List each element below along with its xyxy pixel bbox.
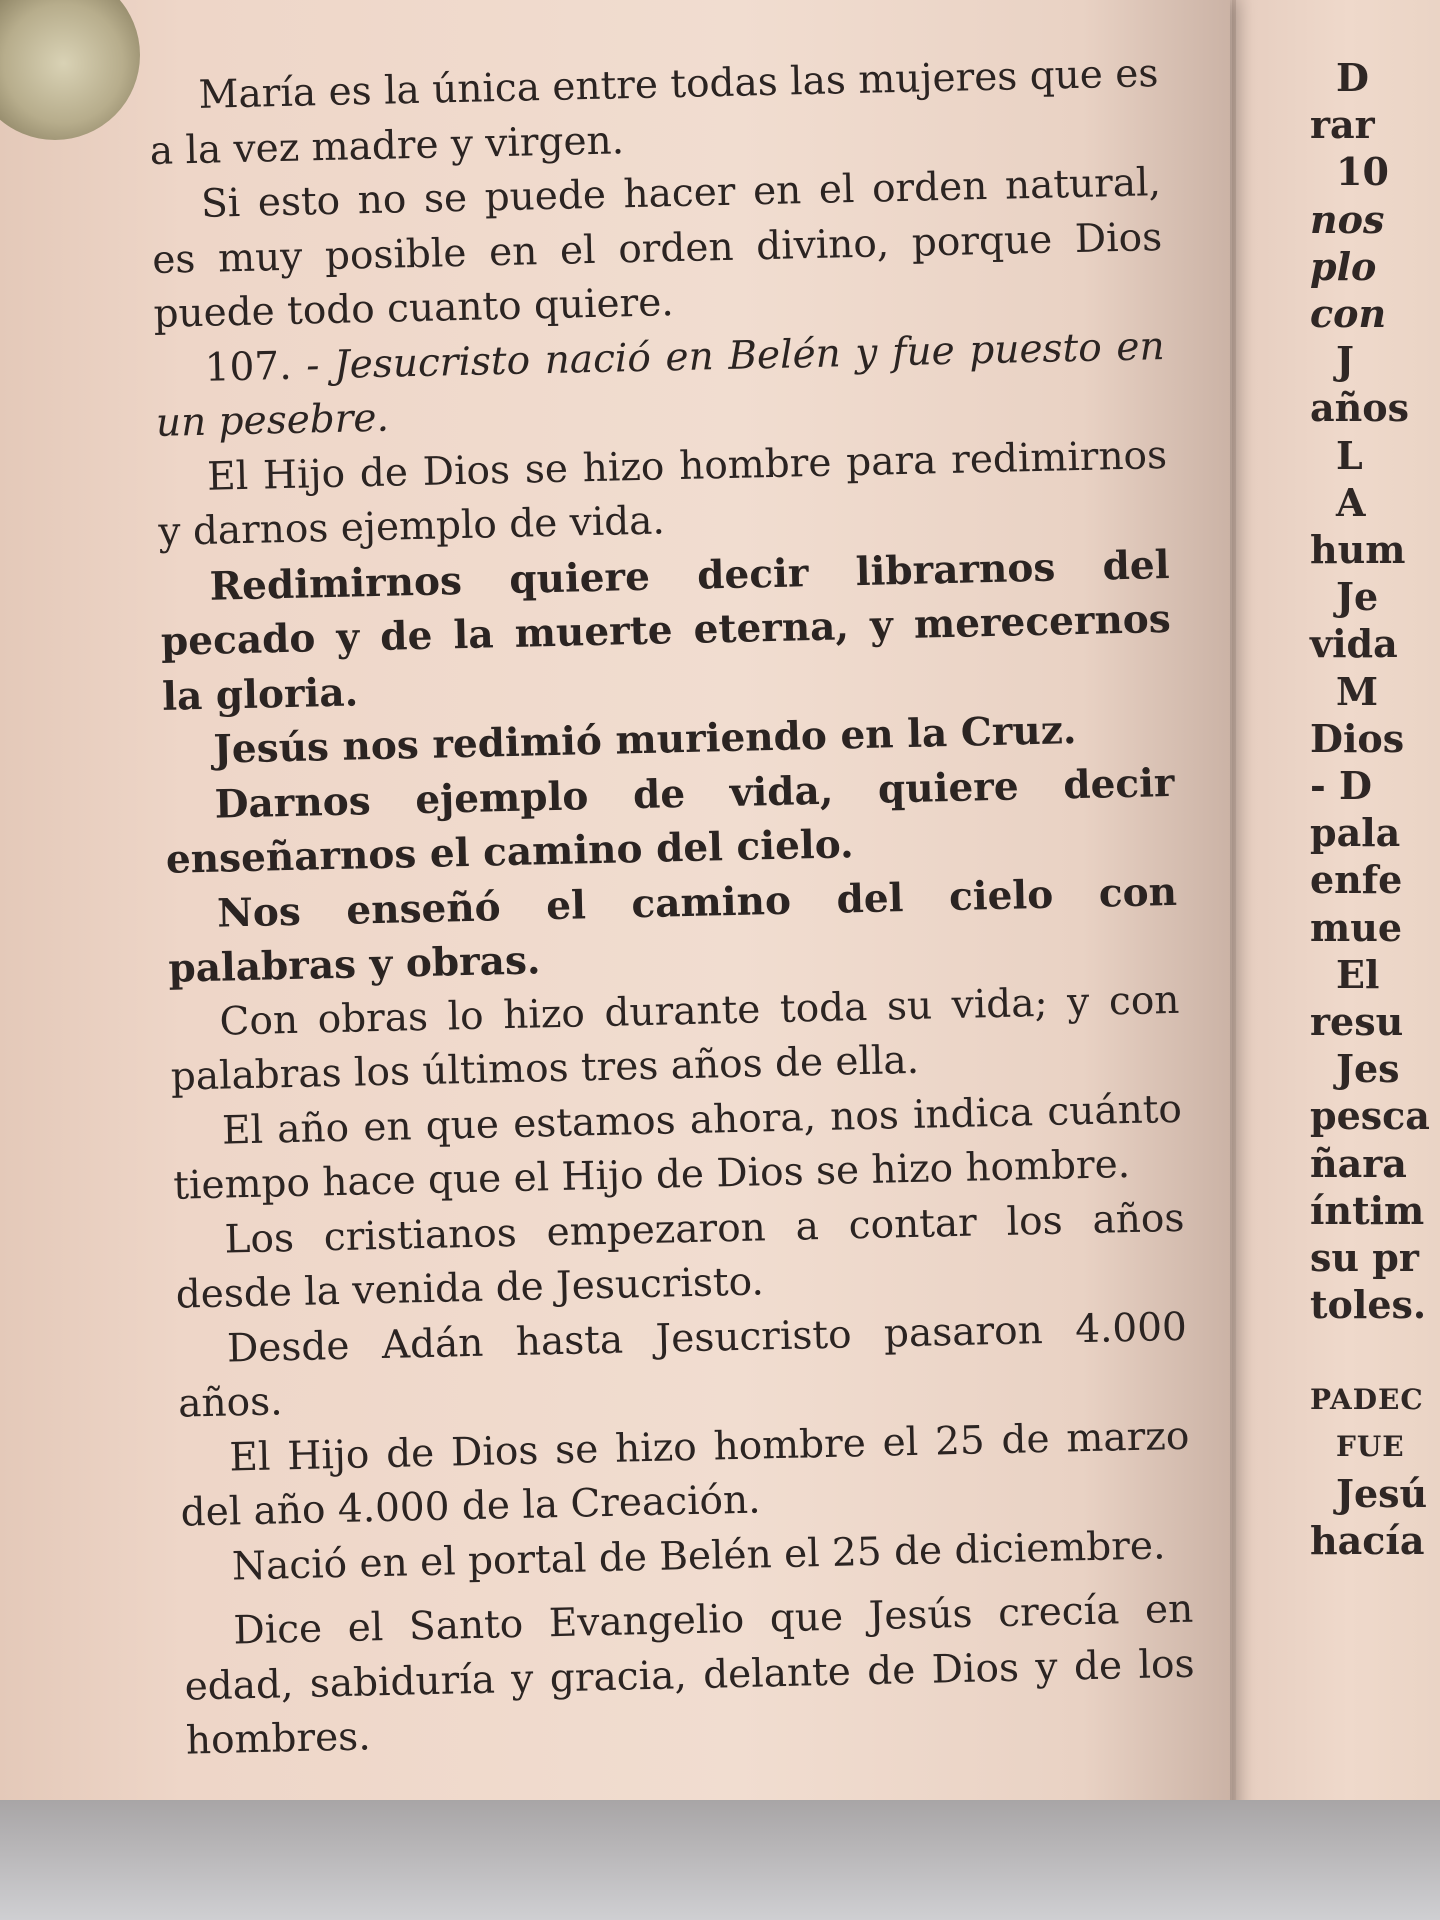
right-page-fragment: - D (1310, 763, 1372, 809)
right-page-fragment: Jesú (1336, 1471, 1428, 1517)
right-page-fragment: ñara (1310, 1140, 1407, 1186)
paragraph-obras: Con obras lo hizo durante toda su vida; y con palabras los últimos tres años de ella. (170, 977, 1180, 1100)
right-page-fragment: L (1336, 432, 1363, 478)
paragraph-ano: El año en que estamos ahora, nos indica cuánto tiempo hace que el Hijo de Dios se hizo hombre. (172, 1086, 1183, 1209)
right-page-fragment: resu (1310, 999, 1404, 1045)
paragraph-belen: Nació en el portal de Belén el 25 de diciembre. (231, 1522, 1166, 1589)
right-page-fragment: M (1336, 668, 1379, 714)
right-page-fragment: enfe (1310, 857, 1403, 903)
paragraph-25-marzo: El Hijo de Dios se hizo hombre el 25 de marzo del año 4.000 de la Creación. (180, 1413, 1190, 1536)
right-page-fragment: J (1336, 338, 1354, 384)
paragraph-maria: María es la única entre todas las mujeres que es a la vez madre y virgen. (149, 51, 1159, 174)
right-page-fragment: 10 (1336, 149, 1389, 195)
right-page (1212, 0, 1440, 1800)
paragraph-redimirnos-def: Redimirnos quiere decir librarnos del pecado y de la muerte eterna, y merecernos la gloria. (160, 541, 1172, 720)
photo-background-bottom (0, 1800, 1440, 1920)
right-page-fragment: plo (1310, 243, 1377, 289)
right-page-fragment: años (1310, 385, 1409, 431)
right-page-fragment: Jes (1336, 1046, 1400, 1092)
right-page-fragment: Je (1336, 574, 1379, 620)
section-title: - Jesucristo nació en Belén y fue puesto en un pesebre. (155, 323, 1166, 446)
right-page-fragment: vida (1310, 621, 1398, 667)
right-page-fragment: nos (1310, 196, 1385, 242)
right-page-fragment: mue (1310, 904, 1403, 950)
right-page-fragment: A (1336, 479, 1366, 525)
right-page-fragment: su pr (1310, 1235, 1419, 1281)
right-page-fragment (1310, 1328, 1440, 1375)
paragraph-orden-divino: Si esto no se puede hacer en el orden natural, es muy posible en el orden divino, porque Dios puede todo cuanto quiere. (151, 160, 1163, 337)
section-number: 107. (204, 343, 293, 391)
book-gutter (1232, 0, 1236, 1800)
right-page-fragment: hacía (1310, 1518, 1425, 1564)
paragraph-redimirnos-intro: El Hijo de Dios se hizo hombre para redimirnos y darnos ejemplo de vida. (157, 432, 1168, 555)
paragraph-cruz: Jesús nos redimió muriendo en la Cruz. (212, 707, 1077, 773)
right-page-fragment: El (1336, 951, 1380, 997)
right-page-fragment: PADEC (1310, 1382, 1424, 1416)
right-page-fragment: íntim (1310, 1187, 1425, 1233)
paragraph-evangelio: Dice el Santo Evangelio que Jesús crecía en edad, sabiduría y gracia, delante de Dios y de los hombres. (184, 1586, 1195, 1764)
paragraph-cristianos: Los cristianos empezaron a contar los años desde la venida de Jesucristo. (175, 1195, 1185, 1318)
right-page-fragment: con (1310, 291, 1387, 337)
left-page-text (148, 47, 1196, 1769)
right-page-fragment: D (1336, 55, 1369, 100)
right-page-fragment: FUE (1336, 1429, 1405, 1463)
right-page-fragment: toles. (1310, 1282, 1427, 1328)
right-page-fragment: Dios (1310, 715, 1405, 761)
right-page-text (1310, 54, 1440, 1565)
paragraph-camino: Nos enseñó el camino del cielo con palabras y obras. (167, 868, 1178, 992)
right-page-fragment: hum (1310, 527, 1406, 573)
right-page-fragment: pesca (1310, 1093, 1430, 1139)
paragraph-ejemplo: Darnos ejemplo de vida, quiere decir enseñarnos el camino del cielo. (165, 759, 1175, 883)
right-page-fragment: rar (1310, 102, 1375, 148)
right-page-fragment: pala (1310, 810, 1401, 856)
paragraph-adan: Desde Adán hasta Jesucristo pasaron 4.000 años. (177, 1304, 1188, 1427)
